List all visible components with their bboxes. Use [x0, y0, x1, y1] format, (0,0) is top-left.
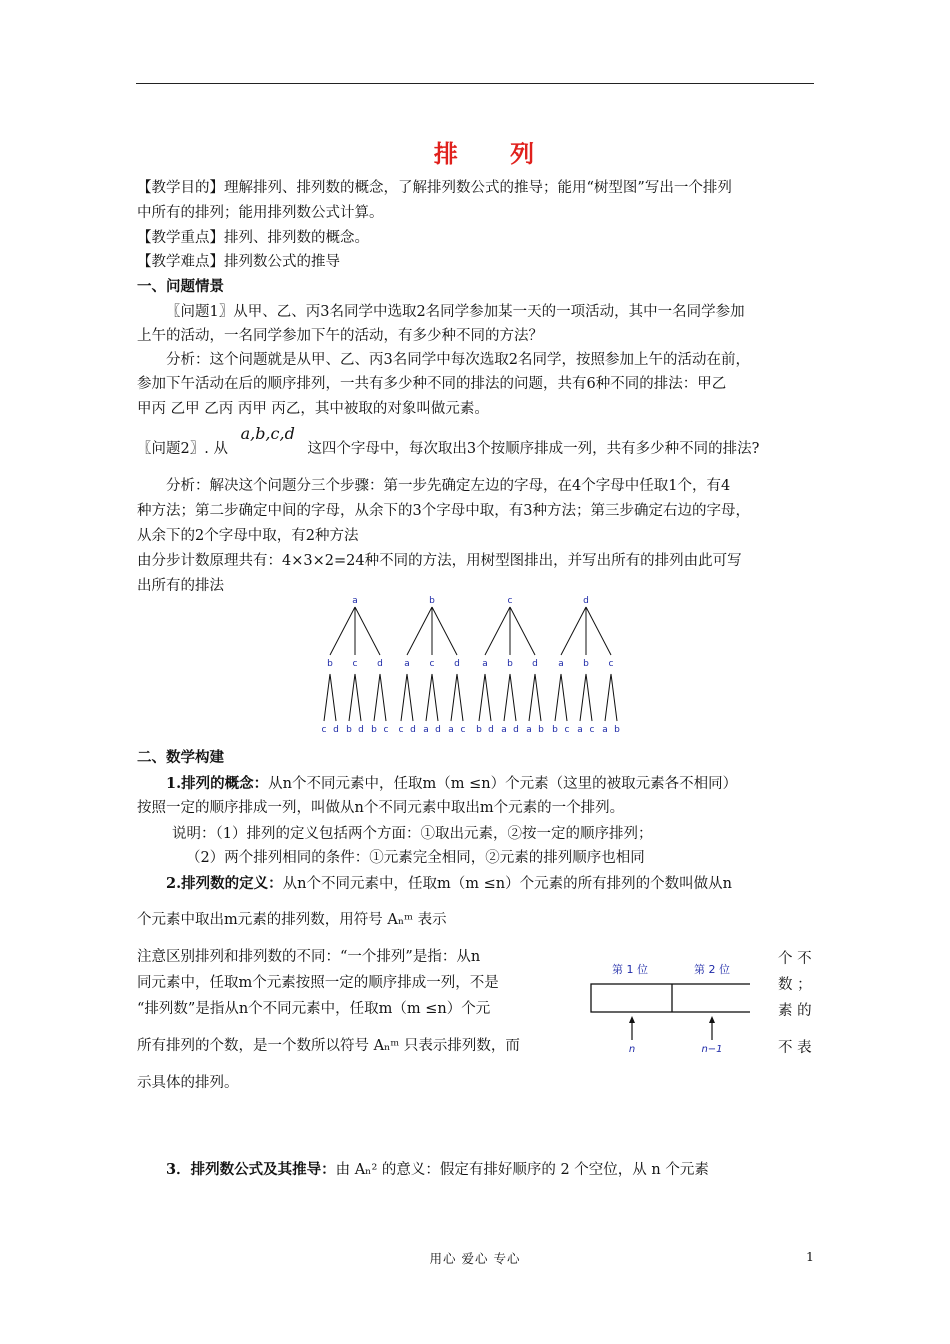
tree-leaf-node: d: [358, 725, 364, 735]
analysis1-line-2: 参加下午活动在后的顺序排列，一共有多少种不同的排法的问题，共有6种不同的排法：甲乙: [137, 376, 727, 392]
tree-branch: [401, 674, 407, 721]
notice-line-2: 同元素中，任取m个元素按照一定的顺序排成一列，不是: [137, 975, 499, 991]
tree-branch: [611, 674, 617, 721]
q2-letters: a,b,c,d: [240, 424, 295, 443]
slot1-label: 第 1 位: [612, 963, 648, 976]
tree-branch: [374, 674, 380, 721]
def1-label: 1.排列的概念：: [166, 775, 269, 792]
tree-branch: [324, 674, 330, 721]
q1-line-2: 上午的活动，一名同学参加下午的活动，有多少种不同的方法？: [137, 328, 543, 344]
arrow2-head: [709, 1016, 715, 1023]
tree-leaf-node: a: [448, 725, 454, 735]
q2-prefix: 〖问题2〗. 从: [137, 441, 228, 457]
slot2-label: 第 2 位: [694, 963, 730, 976]
notice-line-4: 所有排列的个数，是一个数所以符号 Aₙᵐ 只表示排列数，而: [137, 1038, 520, 1054]
tree-branch: [586, 607, 611, 655]
tree-branch: [605, 674, 611, 721]
page-number: 1: [806, 1249, 814, 1264]
notice-right-2: 数 ；: [778, 977, 812, 993]
tree-root-d: d: [583, 596, 589, 606]
header-rule: [136, 83, 814, 84]
tree-level2-node: b: [583, 659, 589, 669]
slot-box: [591, 984, 750, 1012]
slots-diagram: [590, 958, 750, 1054]
tree-leaf-node: d: [435, 725, 441, 735]
tree-branch: [349, 674, 355, 721]
tree-leaf-node: c: [589, 725, 595, 735]
tree-level2-node: a: [558, 659, 564, 669]
tree-level2-node: a: [482, 659, 488, 669]
section2-heading: 二、数学构建: [137, 749, 224, 766]
tree-branch: [535, 674, 541, 721]
notice-line-3: “排列数”是指从n个不同元素中，任取m（m ≤n）个元: [137, 1001, 491, 1017]
tree-branch: [586, 674, 592, 721]
tree-level2-node: d: [454, 659, 460, 669]
tree-leaf-node: a: [423, 725, 429, 735]
tree-branch: [580, 674, 586, 721]
tree-level2-node: c: [608, 659, 614, 669]
q2-line: [137, 424, 817, 459]
tree-branch: [432, 674, 438, 721]
tree-branch: [407, 607, 432, 655]
notice-right-4: 不 表: [778, 1040, 812, 1056]
tree-leaf-node: a: [577, 725, 583, 735]
tree-branch: [485, 674, 491, 721]
count-line-1: 由分步计数原理共有：4×3×2=24种不同的方法，用树型图排出，并写出所有的排列由此可写: [137, 553, 742, 569]
tree-branch: [330, 607, 355, 655]
tree-leaf-node: d: [488, 725, 494, 735]
tree-leaf-node: b: [552, 725, 558, 735]
tree-leaf-node: b: [371, 725, 377, 735]
def3-line: [166, 1160, 846, 1180]
note-line-2: （2）两个排列相同的条件：①元素完全相同，②元素的排列顺序也相同: [186, 850, 645, 866]
difficulty-line: 【教学难点】排列数公式的推导: [137, 254, 340, 270]
tree-leaf-node: d: [513, 725, 519, 735]
tree-level2-node: a: [404, 659, 410, 669]
tree-leaf-node: c: [383, 725, 389, 735]
arrow1-head: [629, 1016, 635, 1023]
footer-text: 用心 爱心 专心: [429, 1251, 521, 1266]
tree-level2-node: c: [429, 659, 435, 669]
def2-text-1: 从n个不同元素中，任取m（m ≤n）个元素的所有排列的个数叫做从n: [282, 876, 732, 892]
tree-leaf-node: b: [476, 725, 482, 735]
tree-branch: [330, 674, 336, 721]
tree-leaf-node: c: [398, 725, 404, 735]
tree-branch: [355, 674, 361, 721]
tree-branch: [504, 674, 510, 721]
tree-leaf-node: b: [538, 725, 544, 735]
tree-leaf-node: d: [410, 725, 416, 735]
analysis2-line-3: 从余下的2个字母中取，有2种方法: [137, 528, 359, 544]
note-line-1: 说明：（1）排列的定义包括两个方面：①取出元素，②按一定的顺序排列；: [172, 826, 653, 842]
q1-line-1: 〖问题1〗从甲、乙、丙3名同学中选取2名同学参加某一天的一项活动，其中一名同学参加: [166, 304, 745, 320]
tree-level2-node: d: [532, 659, 538, 669]
analysis2-line-2: 种方法；第二步确定中间的字母，从余下的3个字母中取，有3种方法；第三步确定右边的字母，: [137, 503, 750, 519]
arrow2-label: n−1: [701, 1044, 723, 1054]
def3-text: 由 Aₙ² 的意义：假定有排好顺序的 2 个空位，从 n 个元素: [335, 1162, 709, 1178]
tree-root-a: a: [352, 596, 358, 606]
notice-right-1: 个 不: [778, 951, 812, 967]
tree-root-b: b: [429, 596, 435, 606]
tree-branch: [529, 674, 535, 721]
tree-leaf-node: c: [321, 725, 327, 735]
analysis1-line-1: 分析：这个问题就是从甲、乙、丙3名同学中每次选取2名同学，按照参加上午的活动在前，: [166, 352, 750, 368]
def2-line-2: 个元素中取出m元素的排列数，用符号 Aₙᵐ 表示: [137, 912, 447, 928]
tree-branch: [510, 607, 535, 655]
tree-branch: [485, 607, 510, 655]
tree-branch: [380, 674, 386, 721]
def1-line-1: [166, 774, 846, 794]
tree-branch: [479, 674, 485, 721]
tree-leaf-node: a: [526, 725, 532, 735]
tree-branch: [555, 674, 561, 721]
tree-branch: [426, 674, 432, 721]
section1-heading: 一、问题情景: [137, 278, 224, 295]
tree-branch: [561, 674, 567, 721]
tree-level2-node: b: [327, 659, 333, 669]
tree-diagram: [318, 594, 638, 740]
analysis1-line-3: 甲丙 乙甲 乙丙 丙甲 丙乙，其中被取的对象叫做元素。: [137, 401, 489, 417]
tree-level2-node: b: [507, 659, 513, 669]
tree-level2-node: c: [352, 659, 358, 669]
aims-line-2: 中所有的排列；能用排列数公式计算。: [137, 205, 384, 221]
tree-leaf-node: c: [460, 725, 466, 735]
tree-branch: [457, 674, 463, 721]
tree-root-c: c: [507, 596, 513, 606]
notice-line-5: 示具体的排列。: [137, 1075, 239, 1091]
def2-line-1: [166, 874, 846, 894]
tree-leaf-node: c: [564, 725, 570, 735]
notice-line-1: 注意区别排列和排列数的不同：“一个排列”是指：从n: [137, 949, 481, 965]
def2-label: 2.排列数的定义：: [166, 875, 283, 892]
tree-branch: [561, 607, 586, 655]
tree-leaf-node: a: [501, 725, 507, 735]
focus-line: 【教学重点】排列、排列数的概念。: [137, 230, 369, 246]
q2-suffix: 这四个字母中，每次取出3个按顺序排成一列，共有多少种不同的排法?: [307, 441, 760, 457]
tree-branch: [407, 674, 413, 721]
tree-leaf-node: a: [602, 725, 608, 735]
def1-text-1: 从n个不同元素中，任取m（m ≤n）个元素（这里的被取元素各不相同）: [268, 776, 738, 792]
tree-branch: [510, 674, 516, 721]
tree-branch: [451, 674, 457, 721]
analysis2-line-1: 分析：解决这个问题分三个步骤：第一步先确定左边的字母，在4个字母中任取1个，有4: [166, 478, 731, 494]
page-title: 排 列: [433, 140, 557, 168]
tree-leaf-node: b: [614, 725, 620, 735]
tree-branch: [355, 607, 380, 655]
aims-line-1: 【教学目的】理解排列、排列数的概念，了解排列数公式的推导；能用“树型图”写出一个排列: [137, 180, 732, 196]
tree-level2-node: d: [377, 659, 383, 669]
count-line-2: 出所有的排法: [137, 578, 224, 594]
arrow1-label: n: [628, 1044, 636, 1054]
def1-line-2: 按照一定的顺序排成一列，叫做从n个不同元素中取出m个元素的一个排列。: [137, 800, 625, 816]
tree-leaf-node: d: [333, 725, 339, 735]
tree-leaf-node: b: [346, 725, 352, 735]
tree-branch: [432, 607, 457, 655]
def3-label: 3．排列数公式及其推导：: [166, 1161, 336, 1178]
notice-right-3: 素 的: [778, 1003, 812, 1019]
